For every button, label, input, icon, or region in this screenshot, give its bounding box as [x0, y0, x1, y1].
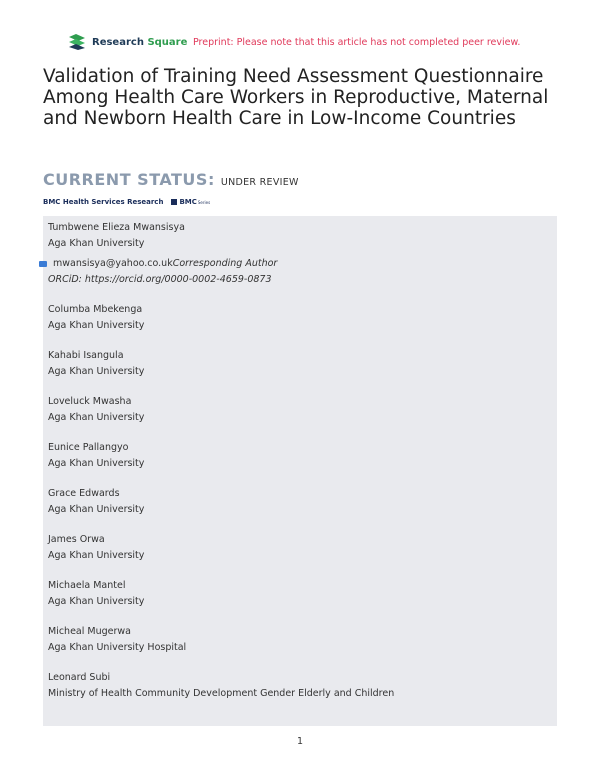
- bmc-badge-suffix: Series: [197, 199, 211, 205]
- orcid-link[interactable]: ORCiD: https://orcid.org/0000-0002-4659-0873: [48, 273, 272, 285]
- author-name: Kahabi Isangula: [48, 350, 124, 361]
- author-name: Tumbwene Elieza Mwansisya: [48, 222, 185, 233]
- corresponding-author-details: [48, 256, 277, 287]
- author-name: Loveluck Mwasha: [48, 396, 132, 407]
- author-name: Leonard Subi: [48, 672, 111, 683]
- author-entry: [48, 394, 144, 425]
- corresponding-author-label: Corresponding Author: [172, 258, 278, 269]
- author-email[interactable]: mwansisya@yahoo.co.uk: [53, 258, 173, 269]
- header: [0, 34, 600, 54]
- authors-panel: [43, 216, 557, 726]
- page-number: 1: [296, 736, 304, 747]
- page-title: Validation of Training Need Assessment Questionnaire Among Health Care Workers in Reproductive, Maternal and Newborn Health Care in Low-Income Countries: [43, 66, 549, 129]
- author-affiliation: Aga Khan University Hospital: [48, 641, 187, 653]
- author-entry: [48, 486, 144, 517]
- author-name: Columba Mbekenga: [48, 304, 143, 315]
- author-affiliation: Aga Khan University: [48, 319, 145, 331]
- brand-part1: Research: [92, 36, 144, 48]
- status-value: UNDER REVIEW: [220, 177, 299, 188]
- preprint-notice: Preprint: Please note that this article has not completed peer review.: [193, 37, 521, 48]
- author-affiliation: Aga Khan University: [48, 411, 145, 423]
- author-entry: [48, 220, 185, 251]
- author-name: Eunice Pallangyo: [48, 442, 129, 453]
- author-affiliation: Aga Khan University: [48, 365, 145, 377]
- author-affiliation: Ministry of Health Community Development Gender Elderly and Children: [48, 687, 395, 699]
- author-affiliation: Aga Khan University: [48, 457, 145, 469]
- mail-icon: [39, 261, 47, 267]
- author-entry: [48, 440, 144, 471]
- current-status: [43, 170, 299, 189]
- author-name: Michaela Mantel: [48, 580, 126, 591]
- author-affiliation: Aga Khan University: [48, 595, 145, 607]
- research-square-logo[interactable]: [67, 34, 187, 50]
- brand-part2: Square: [147, 36, 188, 48]
- author-entry: [48, 532, 144, 563]
- author-name: Grace Edwards: [48, 488, 120, 499]
- journal-name[interactable]: BMC Health Services Research: [43, 198, 164, 206]
- author-affiliation: Aga Khan University: [48, 549, 145, 561]
- bmc-series-logo: [171, 198, 210, 206]
- author-entry: [48, 624, 186, 655]
- author-name: James Orwa: [48, 534, 105, 545]
- author-entry: [48, 670, 394, 701]
- journal-info: [43, 198, 210, 206]
- author-entry: [48, 348, 144, 379]
- author-affiliation: Aga Khan University: [48, 503, 145, 515]
- research-square-logo-icon: [67, 34, 87, 50]
- bmc-logo-icon: [171, 199, 177, 205]
- brand-name: [92, 37, 187, 48]
- status-label: CURRENT STATUS:: [43, 170, 215, 189]
- author-affiliation: Aga Khan University: [48, 237, 145, 249]
- bmc-badge: BMC: [179, 198, 197, 206]
- author-entry: [48, 578, 144, 609]
- author-entry: [48, 302, 144, 333]
- author-name: Micheal Mugerwa: [48, 626, 131, 637]
